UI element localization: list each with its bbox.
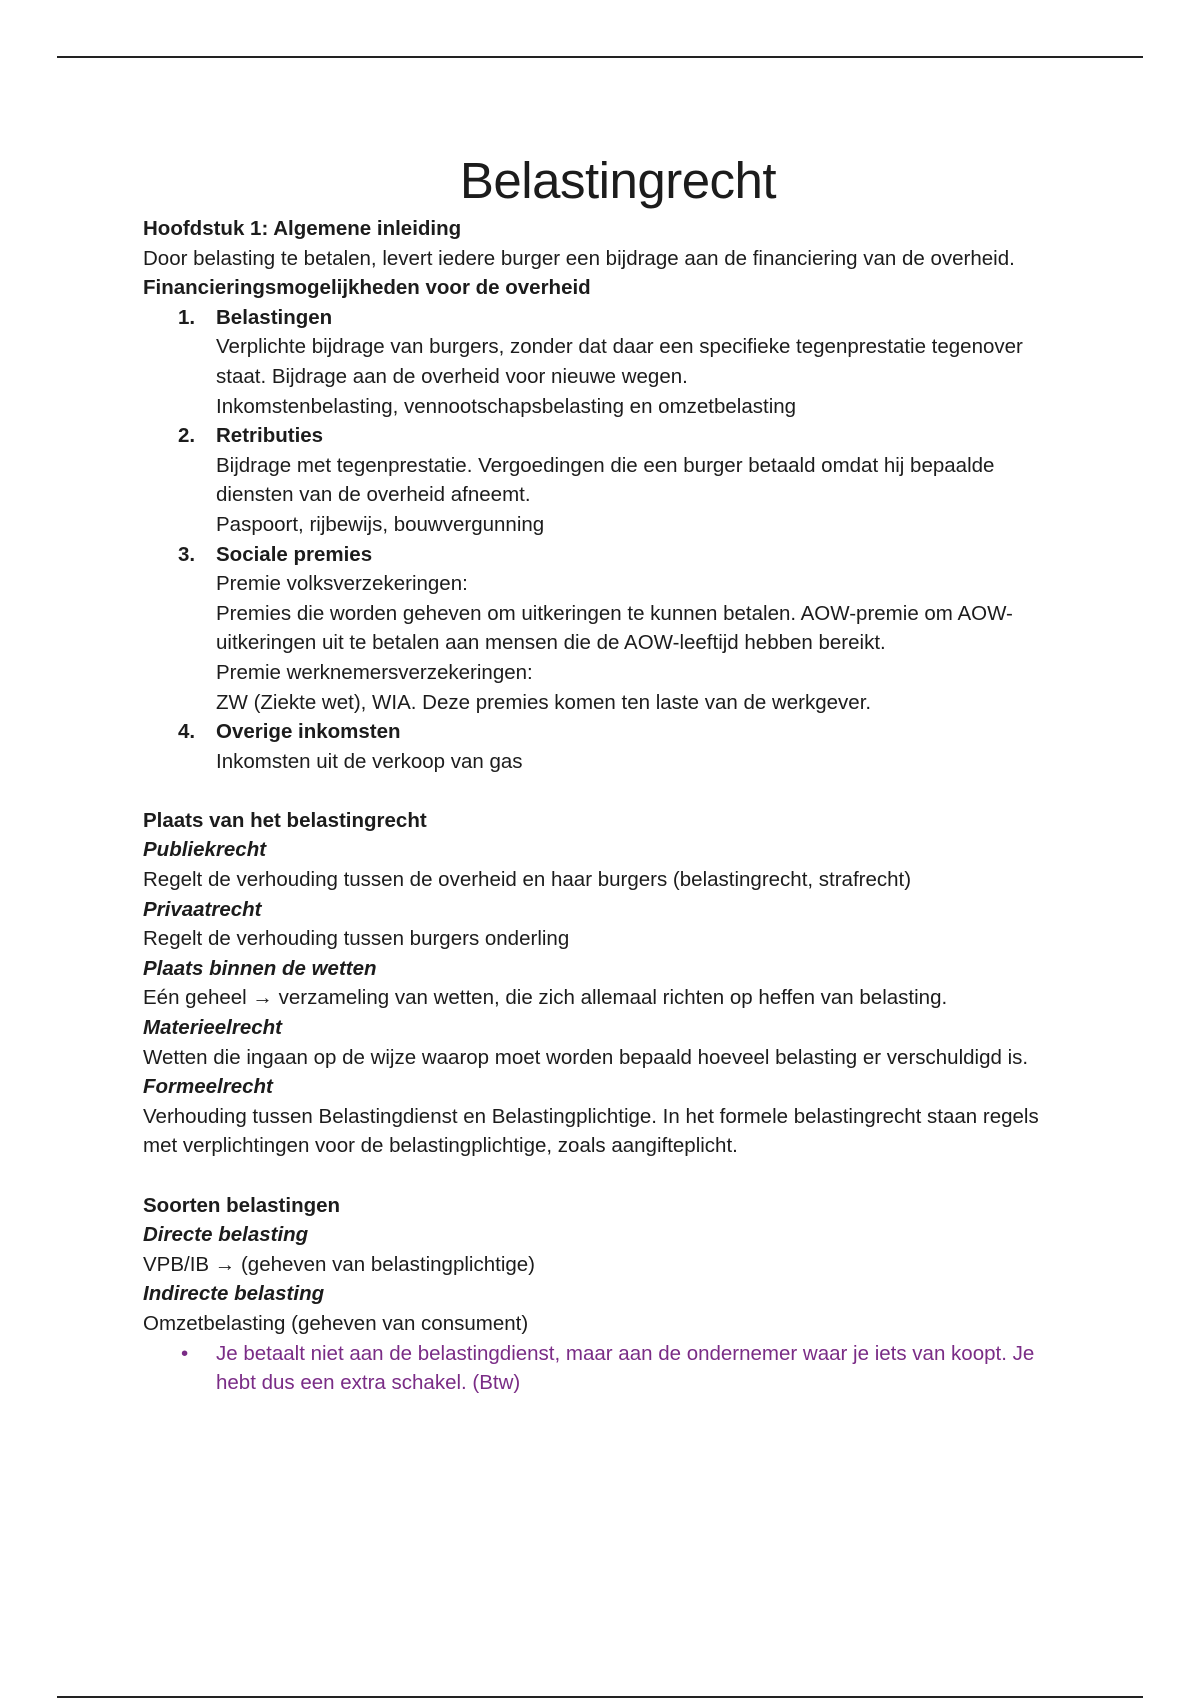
document-body	[143, 148, 1073, 1398]
list-item-text: Premie werknemersverzekeringen:	[216, 660, 533, 684]
list-item-text: ZW (Ziekte wet), WIA. Deze premies komen ten laste van de werkgever.	[216, 690, 872, 714]
list-item-text: Verplichte bijdrage van burgers, zonder dat daar een specifieke tegenprestatie tegenover staat. Bijdrage aan de overheid voor nieuwe wegen.	[216, 335, 1023, 388]
list-number: 1.	[178, 305, 196, 329]
publiekrecht-text: Regelt de verhouding tussen de overheid en haar burgers (belastingrecht, strafrecht)	[143, 868, 912, 892]
list-item-title: Belastingen	[216, 305, 333, 329]
materieelrecht-text: Wetten die ingaan op de wijze waarop moet worden bepaald hoeveel belasting er verschuldigd is.	[143, 1045, 1029, 1069]
direct-tax-label: Directe belasting	[143, 1223, 309, 1247]
list-number: 2.	[178, 424, 196, 448]
list-item-title: Overige inkomsten	[216, 720, 401, 744]
privaatrecht-label: Privaatrecht	[143, 897, 262, 921]
list-item-text: Premies die worden geheven om uitkeringen te kunnen betalen. AOW-premie om AOW-uitkeringen uit te betalen aan mensen die de AOW-leeftijd hebben bereikt.	[216, 601, 1013, 655]
privaatrecht-text: Regelt de verhouding tussen burgers onderling	[143, 927, 570, 951]
direct-tax-text: VPB/IB → (geheven van belastingplichtige)	[143, 1252, 536, 1276]
list-item-text: Inkomstenbelasting, vennootschapsbelasting en omzetbelasting	[216, 394, 797, 418]
paragraph-gap	[143, 776, 1073, 806]
list-item-text: Paspoort, rijbewijs, bouwvergunning	[216, 512, 545, 536]
formeelrecht-text: Verhouding tussen Belastingdienst en Belastingplichtige. In het formele belastingrecht staan regels met verplichtingen voor de belastingplichtige, zoals aangifteplicht.	[143, 1104, 1039, 1158]
financing-list	[143, 303, 1073, 777]
list-item	[143, 1339, 1073, 1398]
list-number: 3.	[178, 542, 196, 566]
financing-item-sociale-premies	[143, 540, 1073, 718]
list-item-title: Retributies	[216, 424, 324, 448]
place-heading: Plaats van het belastingrecht	[143, 808, 427, 832]
wetten-text: Eén geheel → verzameling van wetten, die zich allemaal richten op heffen van belasting.	[143, 986, 948, 1010]
chapter-heading: Hoofdstuk 1: Algemene inleiding	[143, 217, 462, 240]
list-item-text: Bijdrage met tegenprestatie. Vergoedingen die een burger betaald omdat hij bepaalde diensten van de overheid afneemt.	[216, 453, 995, 507]
wetten-label: Plaats binnen de wetten	[143, 956, 377, 980]
list-item-text: Inkomsten uit de verkoop van gas	[216, 749, 523, 773]
indirect-tax-text: Omzetbelasting (geheven van consument)	[143, 1311, 529, 1335]
list-item-title: Sociale premies	[216, 542, 373, 566]
header-rule	[57, 56, 1143, 58]
publiekrecht-label: Publiekrecht	[143, 838, 267, 862]
materieelrecht-label: Materieelrecht	[143, 1016, 283, 1040]
financing-item-overige-inkomsten	[143, 717, 1073, 776]
financing-heading: Financieringsmogelijkheden voor de overheid	[143, 276, 591, 300]
note-text: Je betaalt niet aan de belastingdienst, maar aan de ondernemer waar je iets van koopt. Je hebt dus een extra schakel. (Btw)	[216, 1341, 1035, 1395]
formeelrecht-label: Formeelrecht	[143, 1075, 273, 1099]
types-heading: Soorten belastingen	[143, 1193, 341, 1217]
note-list	[143, 1339, 1073, 1398]
document-title: Belastingrecht	[459, 152, 777, 209]
chapter-intro: Door belasting te betalen, levert iedere burger een bijdrage aan de financiering van de overheid.	[143, 246, 1015, 270]
financing-item-retributies	[143, 421, 1073, 539]
financing-item-belastingen	[143, 303, 1073, 421]
indirect-tax-label: Indirecte belasting	[143, 1282, 325, 1306]
footer-rule	[57, 1696, 1143, 1698]
paragraph-gap	[143, 1161, 1073, 1191]
bullet-icon: •	[181, 1341, 189, 1365]
list-item-text: Premie volksverzekeringen:	[216, 572, 468, 596]
list-number: 4.	[178, 720, 196, 744]
